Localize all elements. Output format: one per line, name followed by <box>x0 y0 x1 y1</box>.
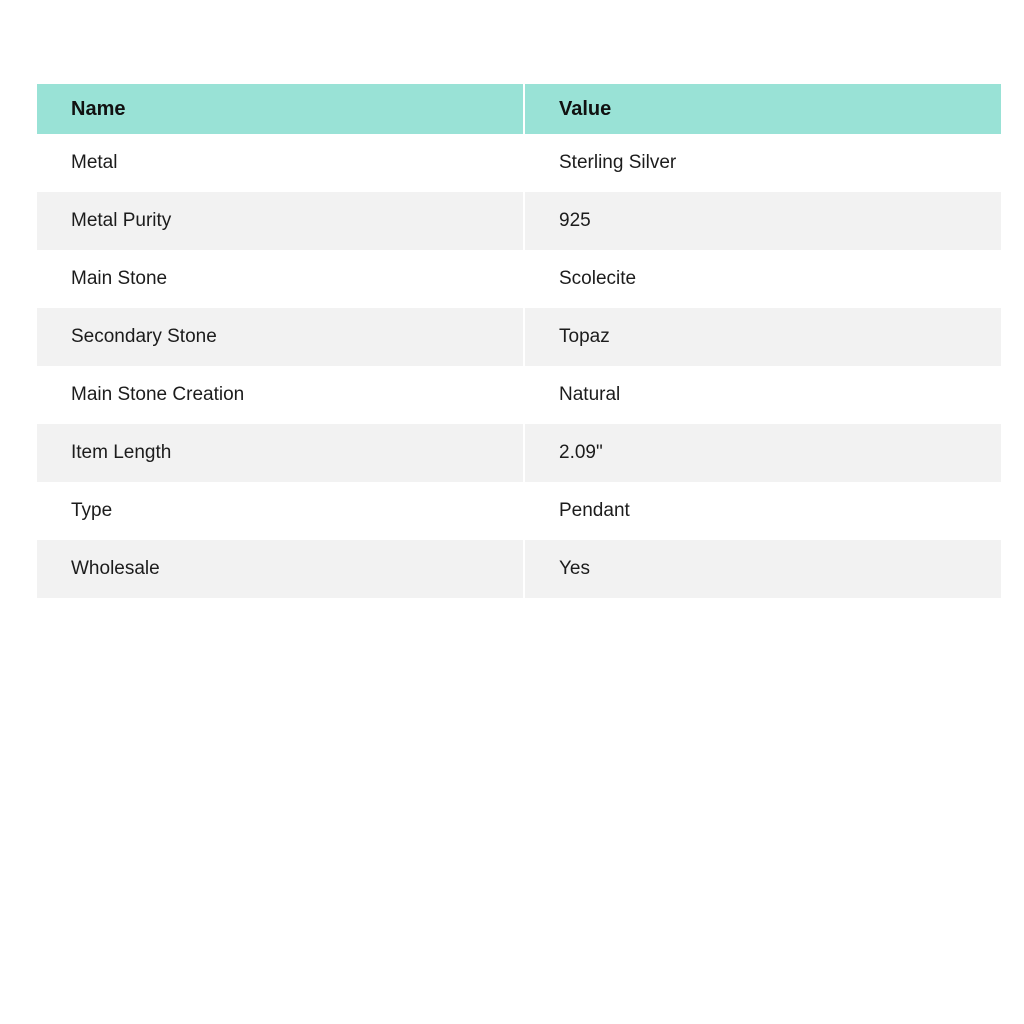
attribute-name: Metal Purity <box>37 192 523 250</box>
attribute-value: Pendant <box>523 482 1001 540</box>
attribute-name: Secondary Stone <box>37 308 523 366</box>
attribute-value: Topaz <box>523 308 1001 366</box>
table-row <box>37 366 1001 424</box>
product-spec-table <box>37 84 1001 598</box>
attribute-name: Item Length <box>37 424 523 482</box>
table-row <box>37 308 1001 366</box>
attribute-value: Sterling Silver <box>523 134 1001 192</box>
attribute-value: 925 <box>523 192 1001 250</box>
table-row <box>37 134 1001 192</box>
attribute-name: Main Stone Creation <box>37 366 523 424</box>
table-header-row <box>37 84 1001 134</box>
column-header-name: Name <box>37 84 523 134</box>
attribute-name: Type <box>37 482 523 540</box>
attribute-value: Natural <box>523 366 1001 424</box>
table-row <box>37 424 1001 482</box>
table-row <box>37 482 1001 540</box>
attribute-value: 2.09" <box>523 424 1001 482</box>
table-row <box>37 540 1001 598</box>
table-row <box>37 250 1001 308</box>
attribute-value: Yes <box>523 540 1001 598</box>
table-row <box>37 192 1001 250</box>
attribute-name: Wholesale <box>37 540 523 598</box>
column-header-value: Value <box>523 84 1001 134</box>
attribute-name: Main Stone <box>37 250 523 308</box>
attribute-name: Metal <box>37 134 523 192</box>
attribute-value: Scolecite <box>523 250 1001 308</box>
